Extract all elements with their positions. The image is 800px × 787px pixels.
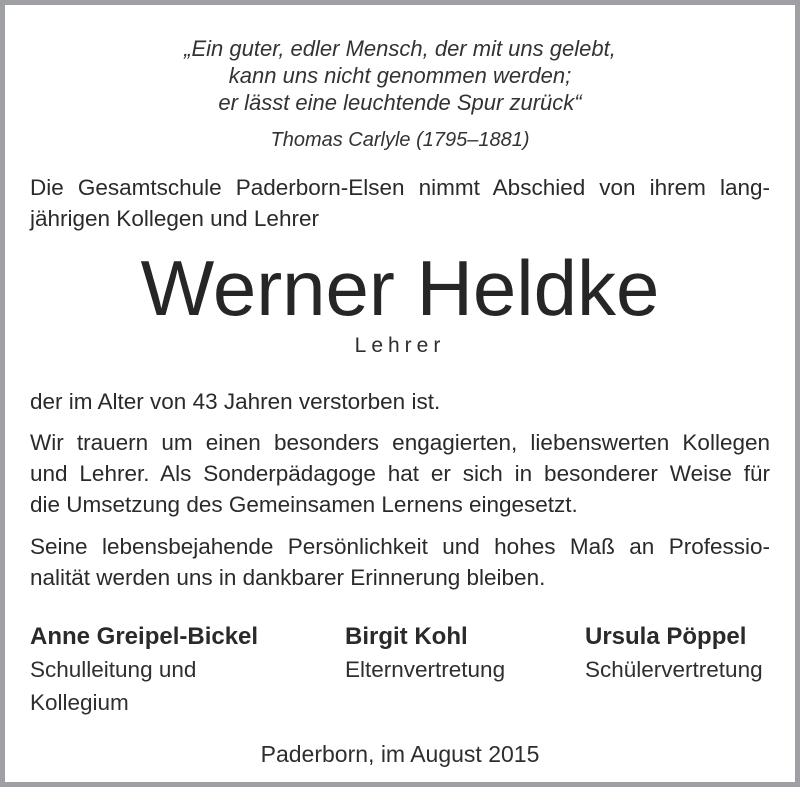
date-line: Paderborn, im August 2015 (260, 741, 540, 767)
signatory-name: Ursula Pöppel (585, 623, 747, 650)
intro-line: jährigen Kollegen und Lehrer (30, 206, 319, 231)
body-line: Wir trauern um einen besonders engagierten, liebenswerten Kollegen (30, 430, 770, 455)
body-paragraph-mourning (30, 427, 770, 520)
signatory-role-line: Schulleitung und (30, 657, 197, 682)
signatory-role-line: Elternvertretung (345, 657, 506, 682)
signatory-name: Birgit Kohl (345, 623, 468, 650)
signatory-role-line: Kollegium (30, 690, 129, 715)
quote-line: er lässt eine leuchtende Spur zurück“ (218, 90, 582, 115)
signature-column-school-leadership (30, 621, 345, 719)
signatory-name: Anne Greipel-Bickel (30, 623, 259, 650)
intro-paragraph (30, 172, 770, 234)
body-line: nalität werden uns in dankbarer Erinnerung bleiben. (30, 565, 546, 590)
deceased-name: Werner Heldke (140, 244, 660, 332)
body-line: und Lehrer. Als Sonderpädagoge hat er sich in besonderer Weise für (30, 461, 770, 486)
signature-column-student-representation (585, 621, 770, 719)
deceased-role: Lehrer (354, 334, 446, 357)
signature-column-parent-representation (345, 621, 585, 719)
signature-row (30, 621, 770, 719)
body-paragraph-age (30, 386, 770, 417)
intro-line: Die Gesamtschule Paderborn-Elsen nimmt Abschied von ihrem lang- (30, 175, 770, 200)
memorial-quote (30, 35, 770, 116)
quote-line: „Ein guter, edler Mensch, der mit uns gelebt, (184, 36, 616, 61)
body-line: die Umsetzung des Gemeinsamen Lernens eingesetzt. (30, 492, 578, 517)
body-line: Seine lebensbejahende Persönlichkeit und hohes Maß an Professio- (30, 534, 770, 559)
body-line: der im Alter von 43 Jahren verstorben ist. (30, 389, 441, 414)
body-paragraph-remembrance (30, 531, 770, 593)
quote-attribution: Thomas Carlyle (1795–1881) (270, 129, 530, 151)
quote-line: kann uns nicht genommen werden; (228, 63, 572, 88)
signatory-role-line: Schülervertretung (585, 657, 763, 682)
